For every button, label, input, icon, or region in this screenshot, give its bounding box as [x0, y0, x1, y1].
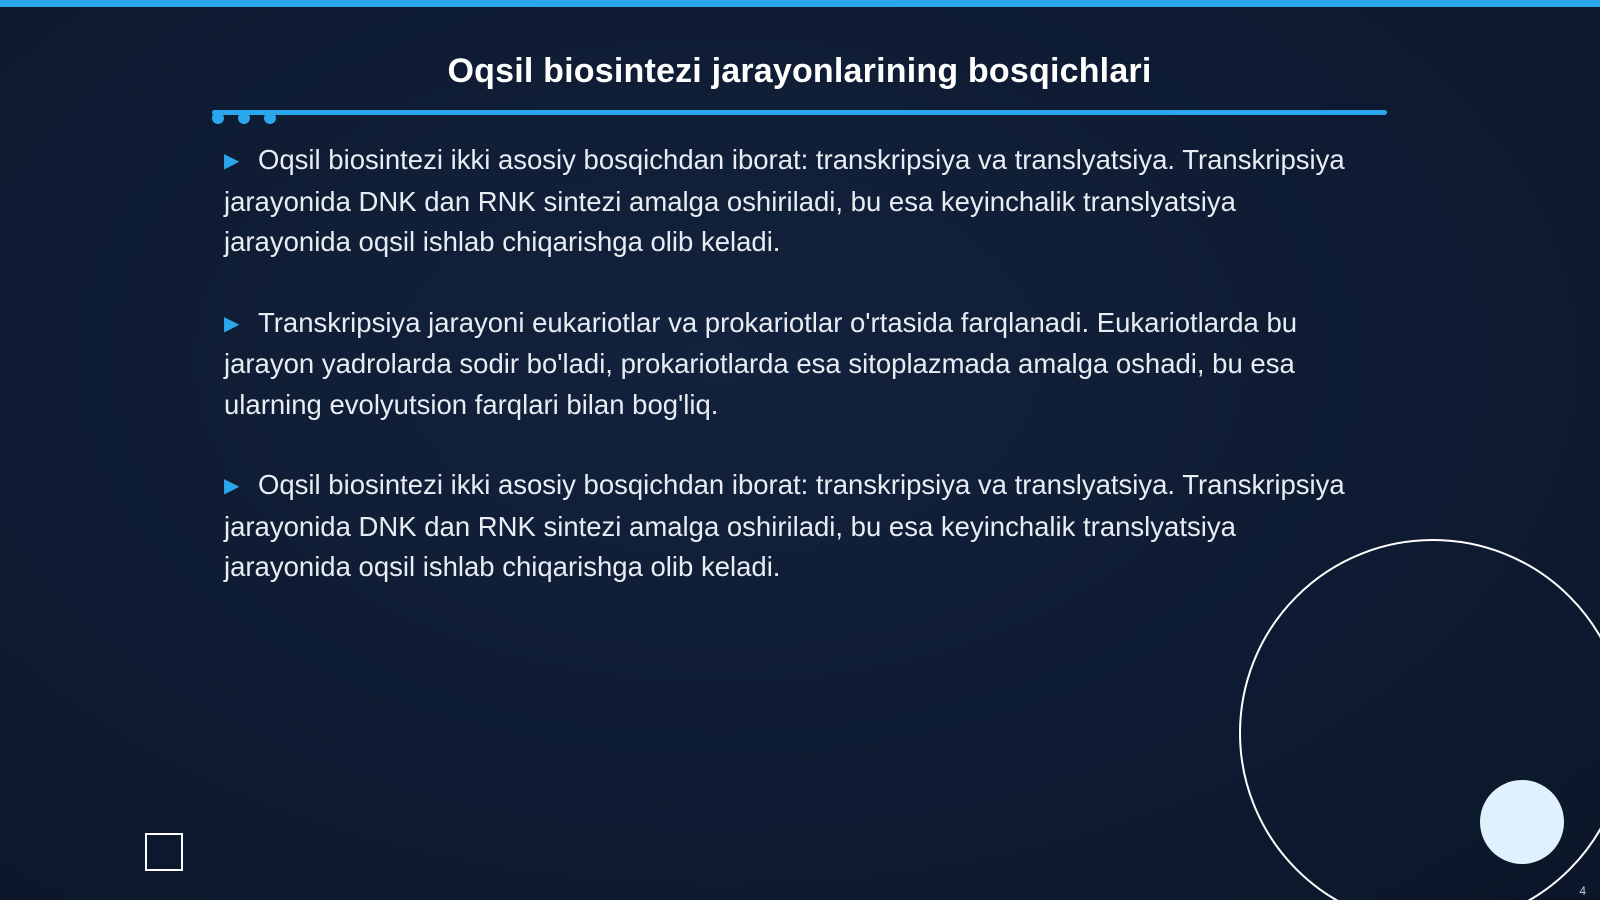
- bullet-text: Oqsil biosintezi ikki asosiy bosqichdan iborat: transkripsiya va translyatsiya. Transkripsiya jarayonida DNK dan RNK sintezi amalga oshiriladi, bu esa keyinchalik translyatsiya jarayonida oqsil ishlab chiqarishga olib keladi.: [224, 469, 1345, 582]
- decorative-square: [145, 833, 183, 871]
- decorative-circle-filled: [1480, 780, 1564, 864]
- top-accent-bar: [0, 0, 1600, 7]
- play-triangle-icon: ▶: [224, 312, 240, 335]
- decorative-dot: [238, 112, 250, 124]
- play-triangle-icon: ▶: [224, 475, 240, 497]
- slide-title: Oqsil biosintezi jarayonlarining bosqichlari: [447, 52, 1152, 90]
- decorative-dot: [212, 112, 224, 124]
- decorative-dot: [264, 112, 276, 124]
- bullet-text: Oqsil biosintezi ikki asosiy bosqichdan iborat: transkripsiya va translyatsiya. Transkripsiya jarayonida DNK dan RNK sintezi amalga oshiriladi, bu esa keyinchalik translyatsiya jarayonida oqsil ishlab chiqarishga olib keladi.: [224, 144, 1345, 257]
- page-number: 4: [1579, 884, 1586, 898]
- bullet-paragraph-3: [224, 465, 1354, 588]
- play-triangle-icon: ▶: [224, 150, 240, 172]
- bullet-list: [224, 140, 1354, 628]
- bullet-paragraph-1: [224, 140, 1354, 263]
- bullet-paragraph-2: [224, 303, 1354, 426]
- title-underline: [212, 110, 1387, 115]
- bullet-text: Transkripsiya jarayoni eukariotlar va prokariotlar o'rtasida farqlanadi. Eukariotlarda bu jarayon yadrolarda sodir bo'ladi, prokariotlarda esa sitoplazmada amalga oshadi, bu esa ularning evolyutsion farqlari bilan bog'liq.: [224, 306, 1298, 420]
